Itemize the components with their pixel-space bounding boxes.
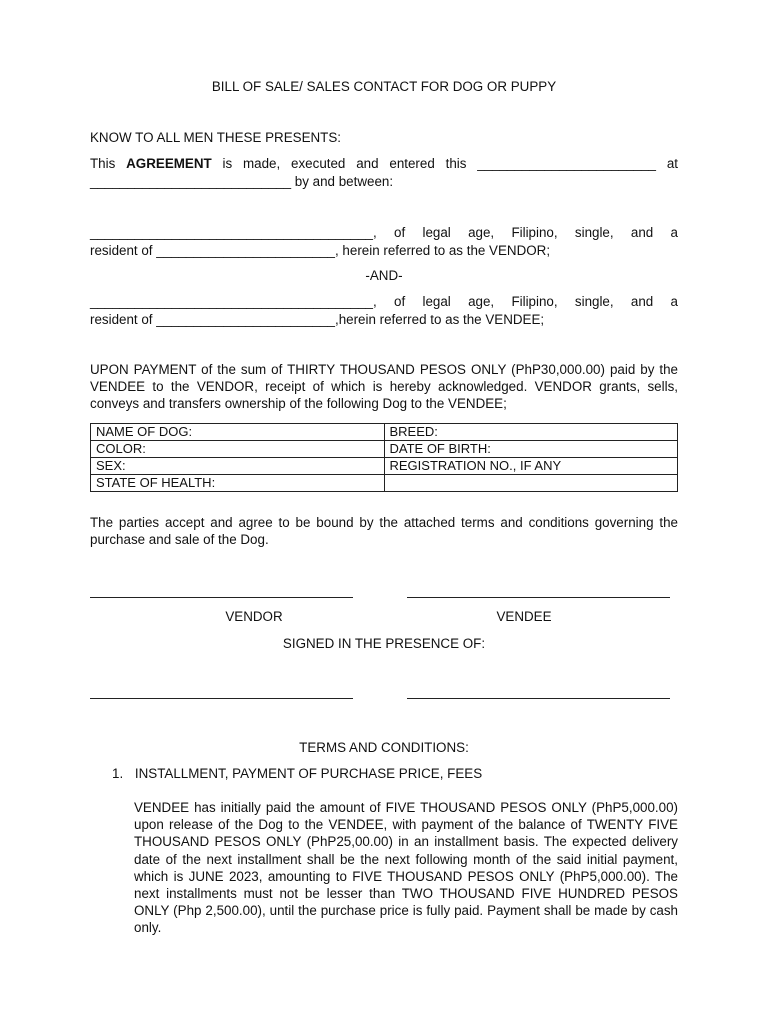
dog-table-cell: BREED: [384, 424, 678, 441]
terms-item-1-heading [112, 765, 482, 783]
agreement-line-1 [90, 155, 678, 173]
vendee-line-1: ______________________________________, of legal age, Filipino, single, and a [90, 294, 678, 309]
terms-item-1-number: 1. [112, 766, 124, 781]
agreement-pre-text: This [90, 156, 127, 171]
accept-paragraph: The parties accept and agree to be bound by the attached terms and conditions governing the purchase and sale of the Dog. [90, 515, 678, 547]
terms-heading: TERMS AND CONDITIONS: [299, 740, 469, 755]
witness-1-signature-line [90, 698, 353, 699]
agreement-post-text: is made, executed and entered this ________________________ at [211, 156, 678, 171]
dog-table-row [91, 475, 678, 492]
dog-table-cell: NAME OF DOG: [91, 424, 385, 441]
document-title: BILL OF SALE/ SALES CONTACT FOR DOG OR PUPPY [211, 79, 557, 94]
dog-table-cell: REGISTRATION NO., IF ANY [384, 458, 678, 475]
dog-table-row [91, 458, 678, 475]
dog-table-cell: STATE OF HEALTH: [91, 475, 385, 492]
dog-table-cell: COLOR: [91, 441, 385, 458]
and-separator: -AND- [365, 268, 403, 283]
vendor-signature-line [90, 597, 353, 598]
vendor-label: VENDOR [225, 609, 283, 624]
dog-table-row [91, 424, 678, 441]
vendee-label: VENDEE [496, 609, 552, 624]
vendor-line-1: ______________________________________, of legal age, Filipino, single, and a [90, 225, 678, 240]
terms-item-1-title: INSTALLMENT, PAYMENT OF PURCHASE PRICE, FEES [134, 766, 483, 781]
agreement-bold-word: AGREEMENT [126, 156, 212, 171]
payment-paragraph: UPON PAYMENT of the sum of THIRTY THOUSAND PESOS ONLY (PhP30,000.00) paid by the VENDEE to the VENDOR, receipt of which is hereby acknowledged. VENDOR grants, sells, conveys and transfers ownership of the following Dog to the VENDEE; [90, 362, 678, 411]
terms-item-1-text: VENDEE has initially paid the amount of FIVE THOUSAND PESOS ONLY (PhP5,000.00) upon release of the Dog to the VENDEE, with payment of the balance of TWENTY FIVE THOUSAND PESOS ONLY (PhP25,00.00) in an installment basis. The expected delivery date of the next installment shall be the next following month of the said initial payment, which is JUNE 2023, amounting to FIVE THOUSAND PESOS ONLY (PhP5,000.00). The next installments must not be lesser than TWO THOUSAND FIVE HUNDRED PESOS ONLY (Php 2,500.00), until the purchase price is fully paid. Payment shall be made by cash only. [134, 800, 678, 936]
dog-table-cell: DATE OF BIRTH: [384, 441, 678, 458]
know-all-men-line: KNOW TO ALL MEN THESE PRESENTS: [90, 130, 342, 145]
dog-table-row [91, 441, 678, 458]
agreement-line-2: ___________________________ by and between: [90, 174, 394, 189]
vendor-line-2: resident of ________________________, herein referred to as the VENDOR; [90, 243, 551, 258]
witness-heading: SIGNED IN THE PRESENCE OF: [282, 636, 486, 651]
vendee-signature-line [407, 597, 670, 598]
dog-table-cell: SEX: [91, 458, 385, 475]
vendee-line-2: resident of ________________________,herein referred to as the VENDEE; [90, 312, 545, 327]
witness-2-signature-line [407, 698, 670, 699]
dog-details-table [90, 423, 678, 492]
dog-table-cell [384, 475, 678, 492]
